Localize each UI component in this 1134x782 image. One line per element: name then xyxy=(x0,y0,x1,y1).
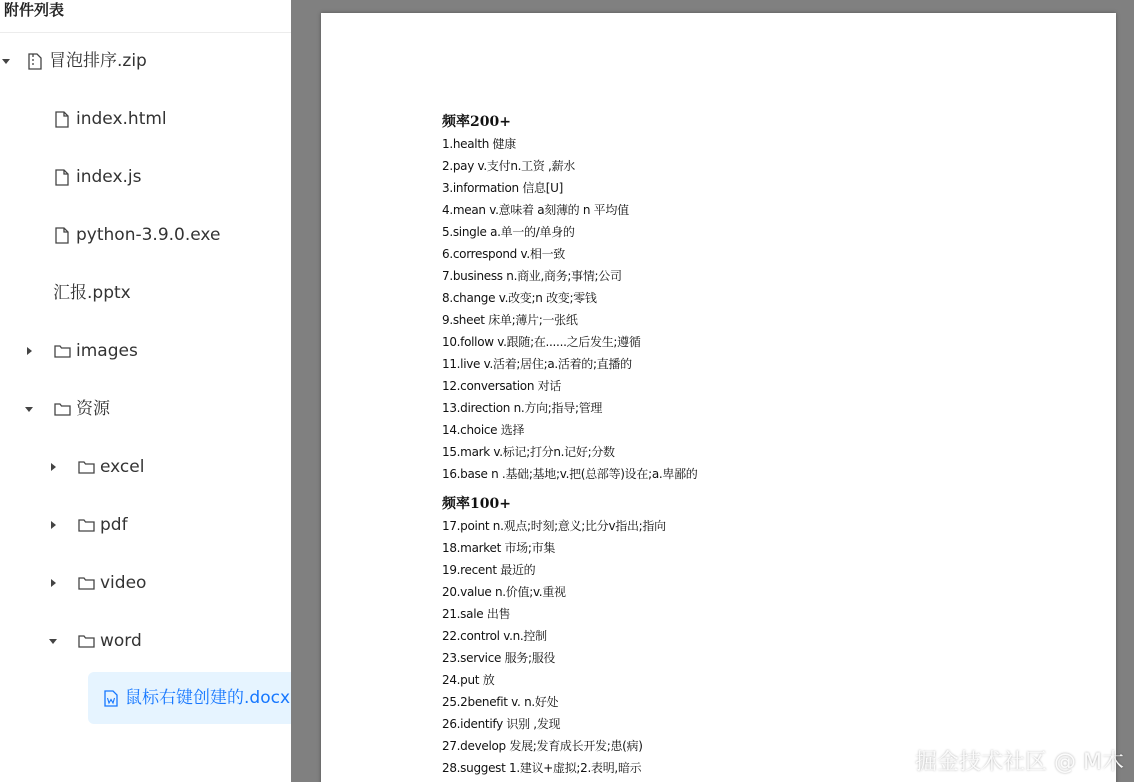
tree-node-label: word xyxy=(100,631,142,651)
caret-down-icon[interactable] xyxy=(47,635,59,647)
vocab-line: 2.pay v.支付n.工资 ,薪水 xyxy=(442,159,575,173)
attachment-sidebar xyxy=(0,0,291,782)
tree-node-label: pdf xyxy=(100,515,128,535)
tree-node-resources[interactable] xyxy=(23,389,110,429)
folder-icon xyxy=(77,516,95,534)
vocab-line: 24.put 放 xyxy=(442,673,495,687)
document-content xyxy=(442,111,1082,779)
tree-node-label: 冒泡排序.zip xyxy=(49,51,147,71)
file-icon xyxy=(53,168,71,186)
vocab-line: 20.value n.价值;v.重视 xyxy=(442,585,566,599)
folder-icon xyxy=(77,632,95,650)
tree-node-excel[interactable] xyxy=(47,447,144,487)
vocab-line: 14.choice 选择 xyxy=(442,423,525,437)
vocab-line: 11.live v.活着;居住;a.活着的;直播的 xyxy=(442,357,632,371)
file-icon xyxy=(53,110,71,128)
file-icon xyxy=(53,226,71,244)
tree-node-label: 资源 xyxy=(76,399,110,419)
caret-right-icon[interactable] xyxy=(47,519,59,531)
vocab-line: 17.point n.观点;时刻;意义;比分v指出;指向 xyxy=(442,519,666,533)
vocab-line: 16.base n .基础;基地;v.把(总部等)设在;a.卑鄙的 xyxy=(442,467,698,481)
word-list-section-1 xyxy=(442,133,1082,485)
tree-node-label: index.html xyxy=(76,109,167,129)
tree-node-label: excel xyxy=(100,457,145,477)
tree-node-pptx[interactable] xyxy=(53,273,131,313)
caret-down-icon[interactable] xyxy=(0,55,12,67)
tree-node-zip[interactable] xyxy=(0,41,147,81)
vocab-line: 4.mean v.意味着 a刻薄的 n 平均值 xyxy=(442,203,629,217)
vocab-line: 27.develop 发展;发育成长开发;患(病) xyxy=(442,739,643,753)
tree-node-images[interactable] xyxy=(23,331,138,371)
tree-node-label: 鼠标右键创建的.docx xyxy=(125,688,291,708)
tree-node-index-html[interactable] xyxy=(53,99,167,139)
vocab-line: 25.2benefit v. n.好处 xyxy=(442,695,559,709)
folder-icon xyxy=(53,342,71,360)
vocab-line: 8.change v.改变;n 改变;零钱 xyxy=(442,291,597,305)
caret-right-icon[interactable] xyxy=(23,345,35,357)
vocab-line: 23.service 服务;服役 xyxy=(442,651,556,665)
vocab-line: 26.identify 识别 ,发现 xyxy=(442,717,561,731)
vocab-line: 1.health 健康 xyxy=(442,137,516,151)
document-viewer[interactable] xyxy=(291,0,1134,782)
tree-node-label: 汇报.pptx xyxy=(53,283,131,303)
vocab-line: 15.mark v.标记;打分n.记好;分数 xyxy=(442,445,615,459)
watermark: 掘金技术社区 @ M木 xyxy=(915,750,1124,775)
vocab-line: 19.recent 最近的 xyxy=(442,563,536,577)
tree-node-label: video xyxy=(100,573,147,593)
tree-node-docx-selected[interactable] xyxy=(102,678,290,718)
vocab-line: 21.sale 出售 xyxy=(442,607,511,621)
folder-icon xyxy=(77,574,95,592)
sidebar-divider xyxy=(0,32,291,33)
vocab-line: 10.follow v.跟随;在......之后发生;遵循 xyxy=(442,335,641,349)
vocab-line: 13.direction n.方向;指导;管理 xyxy=(442,401,603,415)
tree-node-index-js[interactable] xyxy=(53,157,142,197)
caret-right-icon[interactable] xyxy=(47,461,59,473)
section-heading: 频率100+ xyxy=(442,496,511,512)
tree-node-word[interactable] xyxy=(47,621,142,661)
vocab-line: 7.business n.商业,商务;事情;公司 xyxy=(442,269,622,283)
tree-node-label: index.js xyxy=(76,167,142,187)
vocab-line: 5.single a.单一的/单身的 xyxy=(442,225,575,239)
vocab-line: 3.information 信息[U] xyxy=(442,181,563,195)
sidebar-title: 附件列表 xyxy=(4,1,65,19)
word-list-section-2 xyxy=(442,515,1082,779)
vocab-line: 6.correspond v.相一致 xyxy=(442,247,565,261)
tree-node-pdf[interactable] xyxy=(47,505,128,545)
caret-down-icon[interactable] xyxy=(23,403,35,415)
vocab-line: 12.conversation 对话 xyxy=(442,379,562,393)
tree-node-python-exe[interactable] xyxy=(53,215,220,255)
document-page xyxy=(321,13,1116,782)
zip-file-icon xyxy=(26,52,44,70)
tree-node-label: python-3.9.0.exe xyxy=(76,225,221,245)
vocab-line: 22.control v.n.控制 xyxy=(442,629,547,643)
vocab-line: 18.market 市场;市集 xyxy=(442,541,556,555)
tree-node-label: images xyxy=(76,341,138,361)
vocab-line: 9.sheet 床单;薄片;一张纸 xyxy=(442,313,578,327)
word-file-icon xyxy=(102,689,120,707)
folder-icon xyxy=(53,400,71,418)
section-heading: 频率200+ xyxy=(442,114,511,130)
vocab-line: 28.suggest 1.建议+虚拟;2.表明,暗示 xyxy=(442,761,642,775)
tree-node-video[interactable] xyxy=(47,563,146,603)
folder-icon xyxy=(77,458,95,476)
caret-right-icon[interactable] xyxy=(47,577,59,589)
